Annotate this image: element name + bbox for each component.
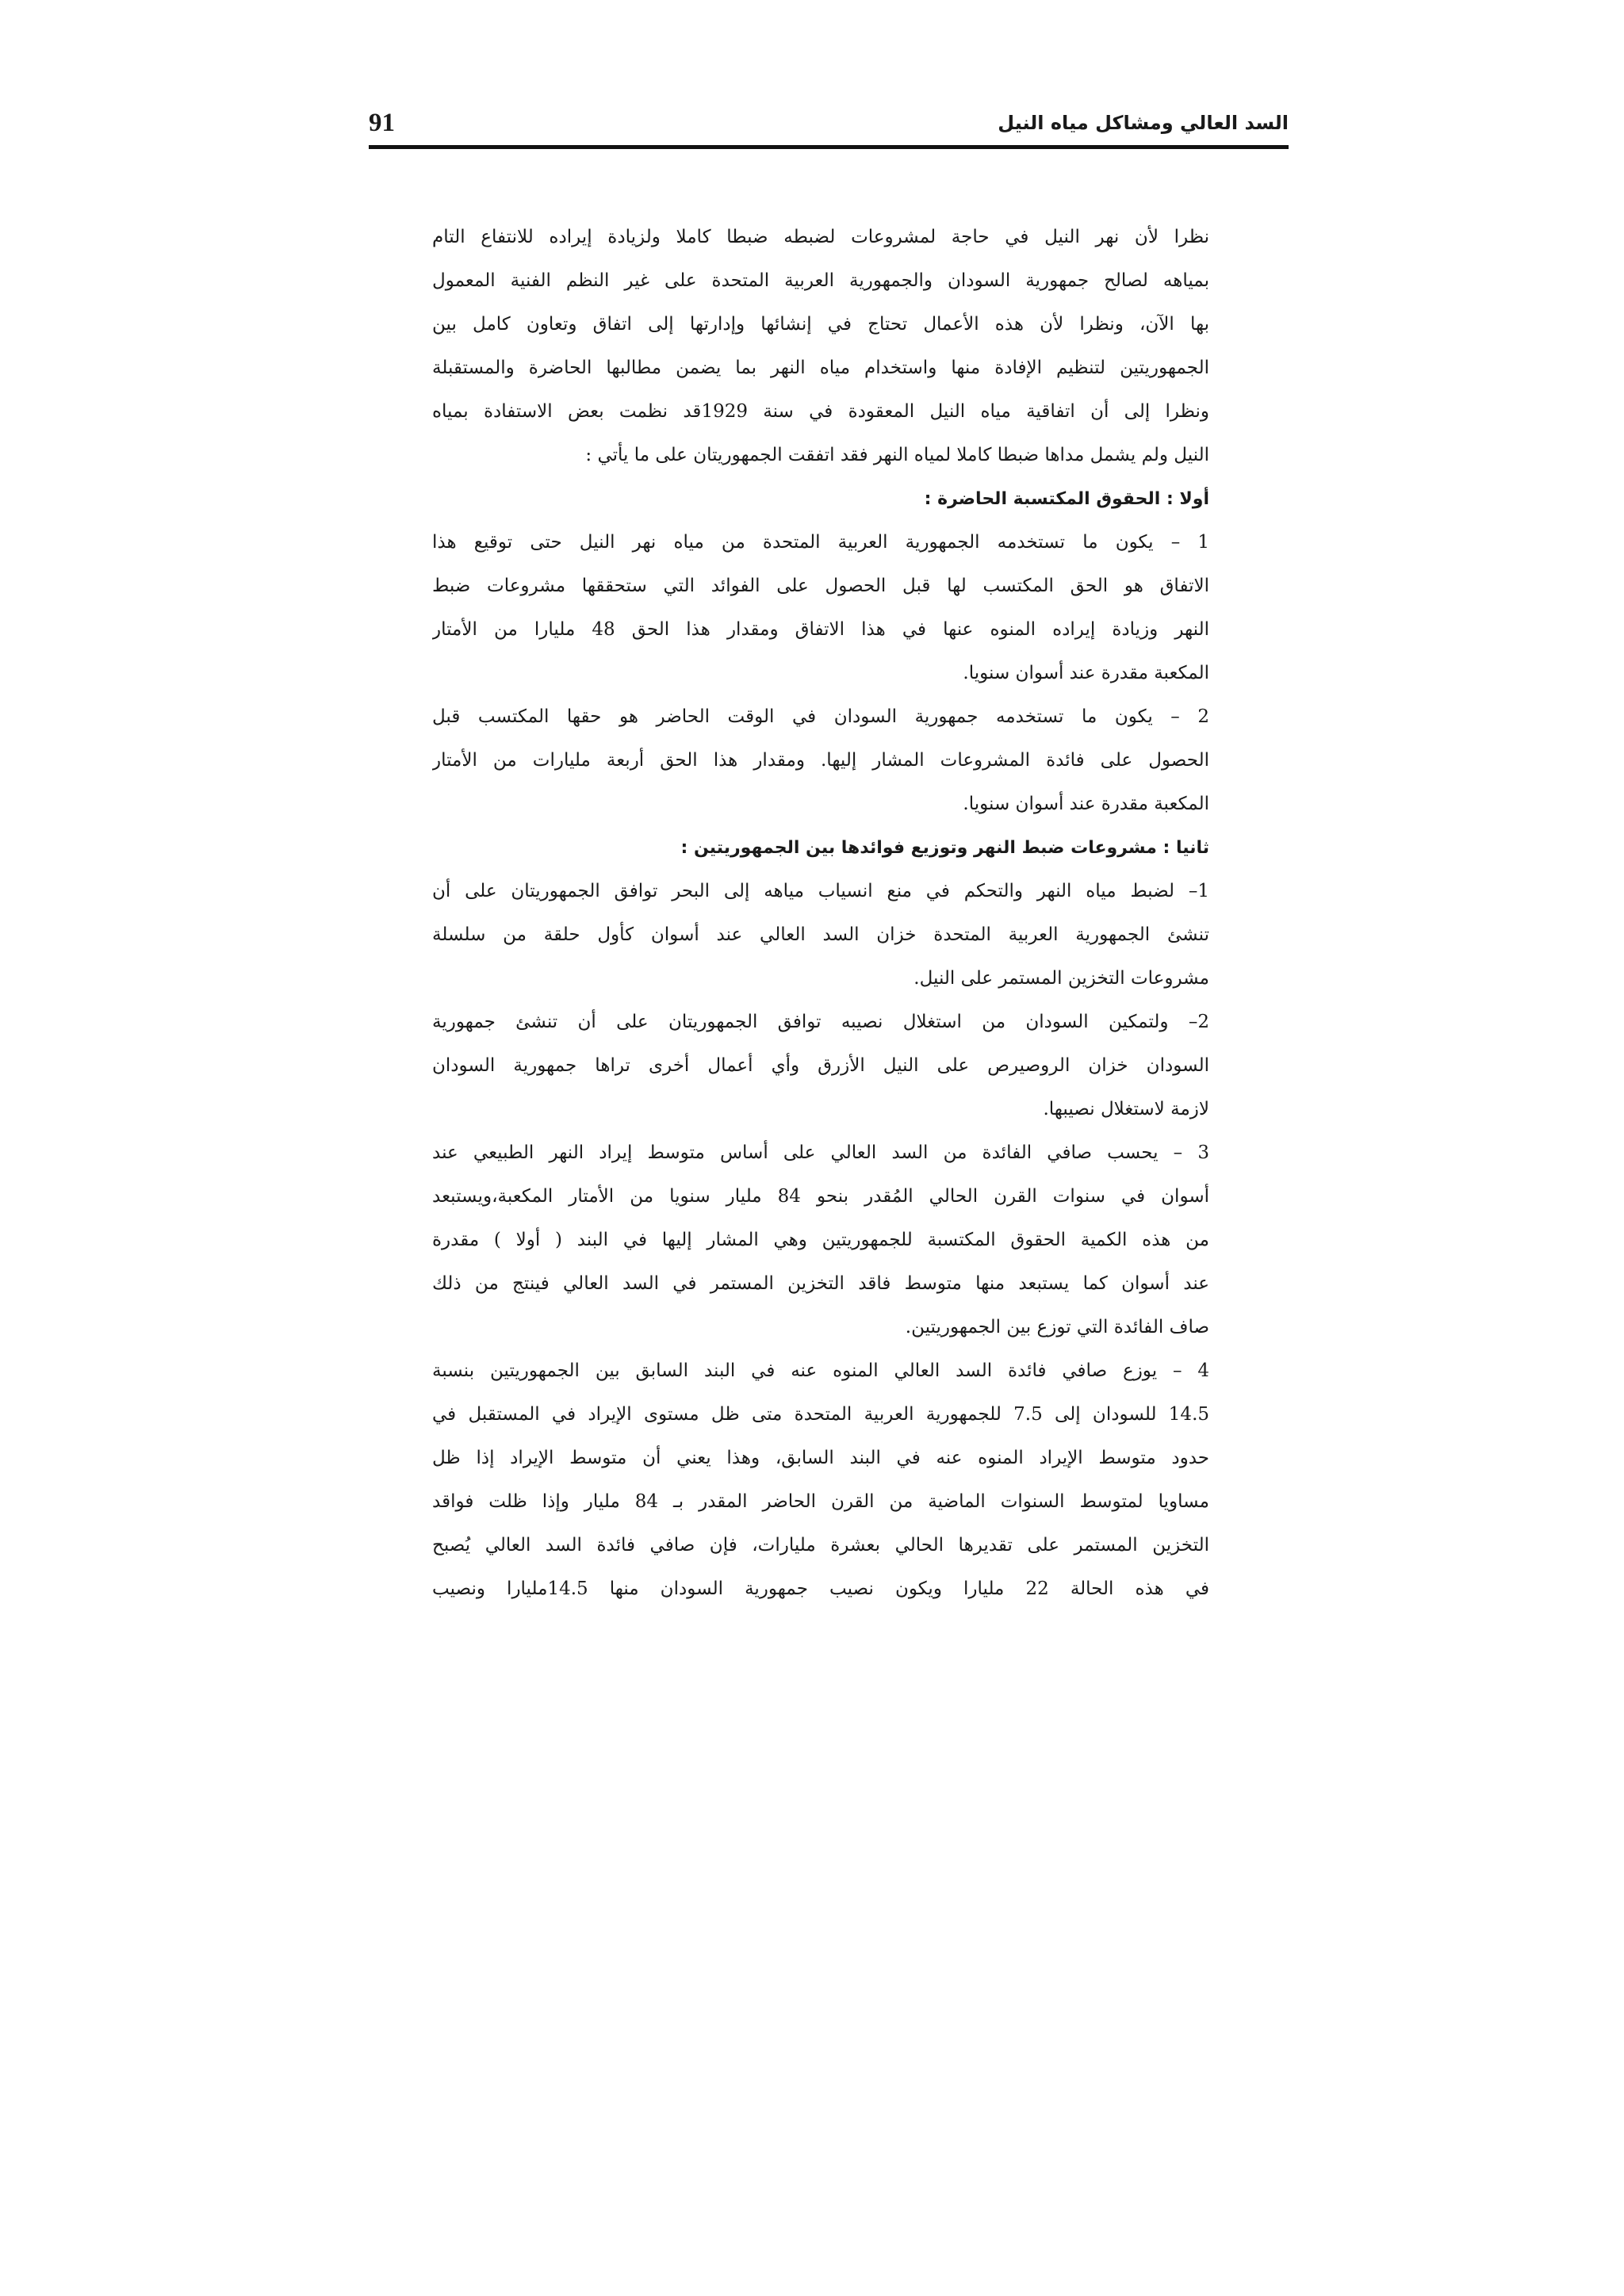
page-header (369, 103, 1289, 143)
text-line: التخزين المستمر على تقديرها الحالي بعشرة مليارات، فإن صافي فائدة السد العالي يُصبح (432, 1535, 1209, 1556)
text-line: أسوان في سنوات القرن الحالي المُقدر بنحو 84 مليار سنويا من الأمتار المكعبة،ويستبعد (432, 1186, 1209, 1207)
section-heading: ثانيا : مشروعات ضبط النهر وتوزيع فوائدها بين الجمهوريتين : (680, 838, 1209, 858)
text-line: النيل ولم يشمل مداها ضبطا كاملا لمياه النهر فقد اتفقت الجمهوريتان على ما يأتي : (585, 445, 1209, 465)
text-line: الاتفاق هو الحق المكتسب لها قبل الحصول على الفوائد التي ستحققها مشروعات ضبط (432, 576, 1209, 596)
text-line: المكعبة مقدرة عند أسوان سنويا. (963, 794, 1209, 814)
body-text (432, 216, 1209, 1611)
text-line: المكعبة مقدرة عند أسوان سنويا. (963, 663, 1209, 683)
text-line: لازمة لاستغلال نصيبها. (1043, 1099, 1209, 1119)
text-line: 3 – يحسب صافي الفائدة من السد العالي على أساس متوسط إيراد النهر الطبيعي عند (432, 1142, 1209, 1163)
text-line: 1 – يكون ما تستخدمه الجمهورية العربية المتحدة من مياه نهر النيل حتى توقيع هذا (432, 532, 1209, 553)
text-line: 14.5 للسودان إلى 7.5 للجمهورية العربية المتحدة متى ظل مستوى الإيراد في المستقبل في (432, 1404, 1209, 1425)
text-line: السودان خزان الروصيرص على النيل الأزرق وأي أعمال أخرى تراها جمهورية السودان (432, 1055, 1209, 1076)
text-line: 1– لضبط مياه النهر والتحكم في منع انسياب مياهه إلى البحر توافق الجمهوريتان على أن (432, 881, 1209, 901)
text-line: الحصول على فائدة المشروعات المشار إليها. ومقدار هذا الحق أربعة مليارات من الأمتار (432, 750, 1209, 771)
running-title: السد العالي ومشاكل مياه النيل (998, 112, 1289, 134)
header-rule (369, 145, 1289, 149)
text-line: 4 – يوزع صافي فائدة السد العالي المنوه عنه في البند السابق بين الجمهوريتين بنسبة (432, 1360, 1209, 1381)
text-line: نظرا لأن نهر النيل في حاجة لمشروعات لضبطه ضبطا كاملا ولزيادة إيراده للانتفاع التام (432, 227, 1209, 247)
text-line: صاف الفائدة التي توزع بين الجمهوريتين. (905, 1317, 1209, 1337)
text-line: 2– ولتمكين السودان من استغلال نصيبه توافق الجمهوريتان على أن تنشئ جمهورية (432, 1012, 1209, 1032)
section-heading: أولا : الحقوق المكتسبة الحاضرة : (924, 489, 1209, 509)
text-line: في هذه الحالة 22 مليارا ويكون نصيب جمهورية السودان منها 14.5مليارا ونصيب (432, 1578, 1209, 1599)
text-line: النهر وزيادة إيراده المنوه عنها في هذا الاتفاق ومقدار هذا الحق 48 مليارا من الأمتار (432, 619, 1209, 640)
text-line: تنشئ الجمهورية العربية المتحدة خزان السد العالي عند أسوان كأول حلقة من سلسلة (432, 924, 1209, 945)
text-line: من هذه الكمية الحقوق المكتسبة للجمهوريتين وهي المشار إليها في البند ( أولا ) مقدرة (432, 1230, 1209, 1250)
text-line: بها الآن، ونظرا لأن هذه الأعمال تحتاج في إنشائها وإدارتها إلى اتفاق وتعاون كامل بين (432, 314, 1209, 335)
text-line: مساويا لمتوسط السنوات الماضية من القرن الحاضر المقدر بـ 84 مليار وإذا ظلت فواقد (432, 1491, 1209, 1512)
text-line: ونظرا إلى أن اتفاقية مياه النيل المعقودة في سنة 1929قد نظمت بعض الاستفادة بمياه (432, 401, 1209, 422)
text-line: 2 – يكون ما تستخدمه جمهورية السودان في الوقت الحاضر هو حقها المكتسب قبل (432, 706, 1209, 727)
text-line: مشروعات التخزين المستمر على النيل. (914, 968, 1209, 989)
text-line: بمياهه لصالح جمهورية السودان والجمهورية العربية المتحدة على غير النظم الفنية المعمول (432, 270, 1209, 291)
text-line: الجمهوريتين لتنظيم الإفادة منها واستخدام مياه النهر بما يضمن مطالبها الحاضرة والمستقبلة (432, 358, 1209, 378)
text-line: حدود متوسط الإيراد المنوه عنه في البند السابق، وهذا يعني أن متوسط الإيراد إذا ظل (432, 1448, 1209, 1468)
text-line: عند أسوان كما يستبعد منها متوسط فاقد التخزين المستمر في السد العالي فينتج من ذلك (432, 1273, 1209, 1294)
page-number: 91 (369, 109, 395, 137)
